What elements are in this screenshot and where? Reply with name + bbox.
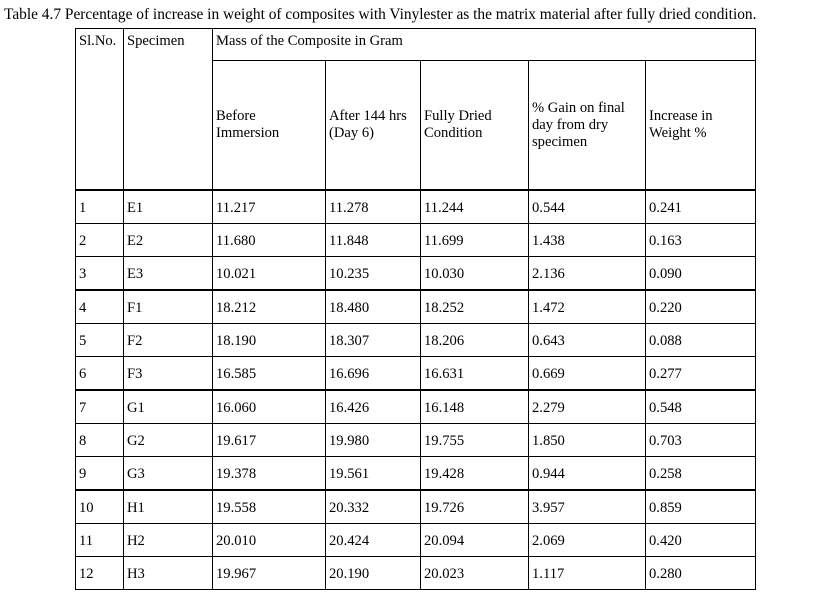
table-caption: Table 4.7 Percentage of increase in weight of composites with Vinylester as the matrix material after fully dried condition. [4,6,757,23]
cell-slno: 6 [76,357,124,391]
table-row [76,257,756,291]
cell-after-144hrs: 20.332 [326,490,421,524]
cell-after-144hrs: 11.278 [326,190,421,224]
table-row [76,424,756,457]
cell-specimen: F2 [124,324,213,357]
table-row [76,557,756,590]
cell-gain-percent: 3.957 [529,490,646,524]
cell-slno: 11 [76,524,124,557]
cell-slno: 7 [76,390,124,424]
cell-specimen: H3 [124,557,213,590]
cell-increase-weight: 0.220 [646,290,756,324]
results-table [75,28,756,590]
cell-gain-percent: 2.279 [529,390,646,424]
table-row [76,190,756,224]
cell-after-144hrs: 16.426 [326,390,421,424]
cell-increase-weight: 0.280 [646,557,756,590]
cell-after-144hrs: 19.561 [326,457,421,491]
cell-slno: 9 [76,457,124,491]
cell-slno: 2 [76,224,124,257]
cell-slno: 12 [76,557,124,590]
table-row [76,457,756,491]
cell-after-144hrs: 20.190 [326,557,421,590]
cell-fully-dried: 11.699 [421,224,529,257]
cell-specimen: E2 [124,224,213,257]
cell-gain-percent: 2.069 [529,524,646,557]
cell-slno: 8 [76,424,124,457]
cell-fully-dried: 19.726 [421,490,529,524]
cell-fully-dried: 20.023 [421,557,529,590]
cell-fully-dried: 10.030 [421,257,529,291]
cell-fully-dried: 11.244 [421,190,529,224]
cell-before-immersion: 20.010 [213,524,326,557]
cell-after-144hrs: 11.848 [326,224,421,257]
cell-before-immersion: 11.680 [213,224,326,257]
cell-before-immersion: 19.378 [213,457,326,491]
cell-before-immersion: 19.617 [213,424,326,457]
cell-after-144hrs: 18.307 [326,324,421,357]
cell-fully-dried: 19.755 [421,424,529,457]
header-mass-group: Mass of the Composite in Gram [213,29,756,61]
cell-specimen: F3 [124,357,213,391]
table-row [76,524,756,557]
cell-gain-percent: 1.472 [529,290,646,324]
cell-after-144hrs: 10.235 [326,257,421,291]
cell-slno: 1 [76,190,124,224]
cell-increase-weight: 0.703 [646,424,756,457]
cell-increase-weight: 0.163 [646,224,756,257]
table-row [76,490,756,524]
cell-increase-weight: 0.548 [646,390,756,424]
header-after-144hrs: After 144 hrs (Day 6) [326,61,421,191]
header-slno: Sl.No. [76,29,124,191]
header-before-immersion: Before Immersion [213,61,326,191]
cell-increase-weight: 0.277 [646,357,756,391]
cell-fully-dried: 18.206 [421,324,529,357]
cell-slno: 4 [76,290,124,324]
table-row [76,224,756,257]
cell-after-144hrs: 19.980 [326,424,421,457]
header-row-top [76,29,756,61]
cell-fully-dried: 19.428 [421,457,529,491]
cell-slno: 10 [76,490,124,524]
cell-fully-dried: 16.631 [421,357,529,391]
cell-after-144hrs: 20.424 [326,524,421,557]
table-row [76,390,756,424]
cell-increase-weight: 0.090 [646,257,756,291]
cell-after-144hrs: 16.696 [326,357,421,391]
cell-before-immersion: 16.585 [213,357,326,391]
header-gain-percent: % Gain on final day from dry specimen [529,61,646,191]
cell-fully-dried: 20.094 [421,524,529,557]
cell-gain-percent: 1.438 [529,224,646,257]
cell-before-immersion: 11.217 [213,190,326,224]
cell-gain-percent: 2.136 [529,257,646,291]
cell-gain-percent: 1.850 [529,424,646,457]
cell-increase-weight: 0.088 [646,324,756,357]
cell-gain-percent: 1.117 [529,557,646,590]
cell-gain-percent: 0.643 [529,324,646,357]
cell-specimen: E3 [124,257,213,291]
cell-specimen: H1 [124,490,213,524]
cell-specimen: G3 [124,457,213,491]
cell-slno: 3 [76,257,124,291]
cell-fully-dried: 16.148 [421,390,529,424]
table-row [76,324,756,357]
table-row [76,357,756,391]
cell-before-immersion: 19.967 [213,557,326,590]
cell-increase-weight: 0.258 [646,457,756,491]
header-increase-weight: Increase in Weight % [646,61,756,191]
cell-specimen: G1 [124,390,213,424]
cell-before-immersion: 10.021 [213,257,326,291]
cell-increase-weight: 0.241 [646,190,756,224]
cell-specimen: F1 [124,290,213,324]
header-fully-dried: Fully Dried Condition [421,61,529,191]
table-row [76,290,756,324]
cell-before-immersion: 16.060 [213,390,326,424]
cell-after-144hrs: 18.480 [326,290,421,324]
cell-increase-weight: 0.420 [646,524,756,557]
cell-gain-percent: 0.944 [529,457,646,491]
cell-before-immersion: 18.212 [213,290,326,324]
cell-slno: 5 [76,324,124,357]
header-specimen: Specimen [124,29,213,191]
cell-specimen: E1 [124,190,213,224]
cell-before-immersion: 19.558 [213,490,326,524]
cell-gain-percent: 0.669 [529,357,646,391]
cell-specimen: H2 [124,524,213,557]
cell-fully-dried: 18.252 [421,290,529,324]
cell-specimen: G2 [124,424,213,457]
cell-gain-percent: 0.544 [529,190,646,224]
cell-before-immersion: 18.190 [213,324,326,357]
cell-increase-weight: 0.859 [646,490,756,524]
